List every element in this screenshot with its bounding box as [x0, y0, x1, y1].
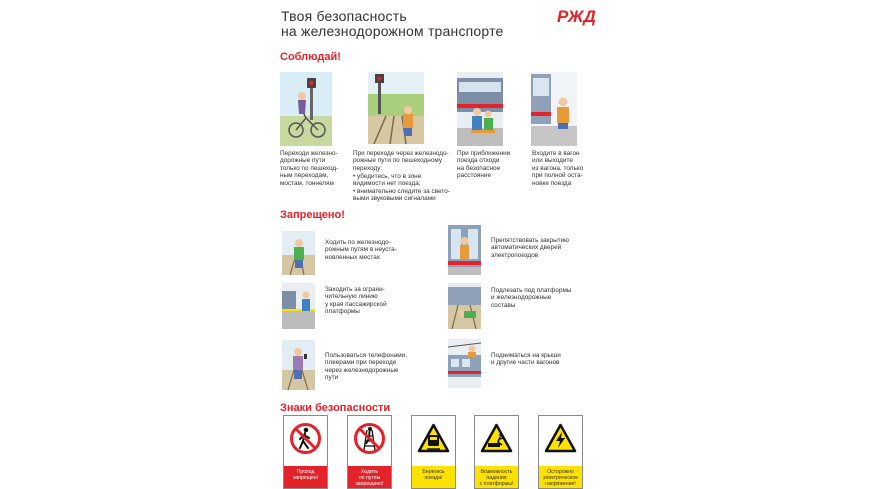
sign-platform-fall — [474, 415, 519, 489]
poster-title: Твоя безопасность на железнодорожном транспорте — [281, 8, 504, 39]
no-walking-icon — [289, 422, 322, 455]
forbidden-caption-6: Подниматься на крыши и другие части вагонов — [491, 352, 561, 367]
platform-fall-warning-icon — [480, 422, 513, 455]
sign-no-passage — [283, 415, 328, 489]
observe-caption-1: Переходи железно- дорожные пути только по пешеход- ным переходам, мостам, тоннелям — [280, 150, 339, 187]
high-voltage-warning-icon — [544, 422, 577, 455]
illustration-approaching-train — [457, 72, 503, 146]
illustration-climbing-roof — [448, 339, 481, 388]
forbidden-caption-1: Ходить по железнодо- рожным путям в неуста- новленных местах — [325, 239, 397, 261]
sign-label: Проход запрещен! — [284, 466, 327, 488]
sign-beware-train — [411, 415, 456, 489]
forbidden-caption-4: Подлезать под платформы и железнодорожные составы — [491, 287, 572, 309]
forbidden-caption-3: Заходить за ограни- чительную линию у края пассажирской платформы — [325, 286, 387, 316]
rzd-logo — [555, 5, 596, 27]
safety-poster — [276, 0, 596, 489]
observe-caption-3: При приближении поезда отходи на безопасное расстояние — [457, 150, 511, 180]
observe-caption-2: При переходе через железнодо- рожные пути по пешеходному переходу: — [353, 150, 449, 172]
signs-heading: Знаки безопасности — [280, 402, 391, 414]
illustration-boarding-train — [531, 72, 577, 146]
illustration-phone-crossing — [282, 340, 315, 390]
sign-label: Ходить по путям запрещено! — [348, 466, 391, 488]
svg-text:РЖД: РЖД — [557, 7, 596, 26]
sign-label: Осторожно электрическое напряжение! — [539, 466, 582, 488]
illustration-crawling-under — [448, 283, 481, 329]
observe-bullet-1: • убедитесь, что в зоне видимости нет поезда; — [353, 173, 422, 188]
sign-label: Берегись поезда! — [412, 466, 455, 488]
observe-caption-4: Входите в вагон или выходите из вагона, только при полной оста- новке поезда — [532, 150, 584, 187]
observe-heading: Соблюдай! — [280, 51, 341, 63]
illustration-blocking-doors — [448, 225, 481, 275]
train-warning-icon — [417, 422, 450, 455]
illustration-cyclist-crossing — [280, 72, 332, 146]
forbidden-caption-2: Препятствовать закрытию автоматических дверей электропоездов — [491, 237, 569, 259]
illustration-platform-edge — [282, 283, 315, 329]
forbidden-heading: Запрещено! — [280, 209, 345, 221]
sign-high-voltage — [538, 415, 583, 489]
sign-label: Возможность падения с платформы! — [475, 466, 518, 488]
sign-no-walking-on-tracks — [347, 415, 392, 489]
illustration-walking-on-tracks — [282, 231, 315, 275]
no-walking-on-tracks-icon — [353, 422, 386, 455]
observe-bullet-2: • внимательно следите за свето- выми звуковыми сигналами — [353, 188, 450, 203]
forbidden-caption-5: Пользоваться телефонами, плеерами при переходе через железнодорожные пути — [325, 352, 408, 382]
illustration-crosswalk-children — [368, 72, 424, 144]
